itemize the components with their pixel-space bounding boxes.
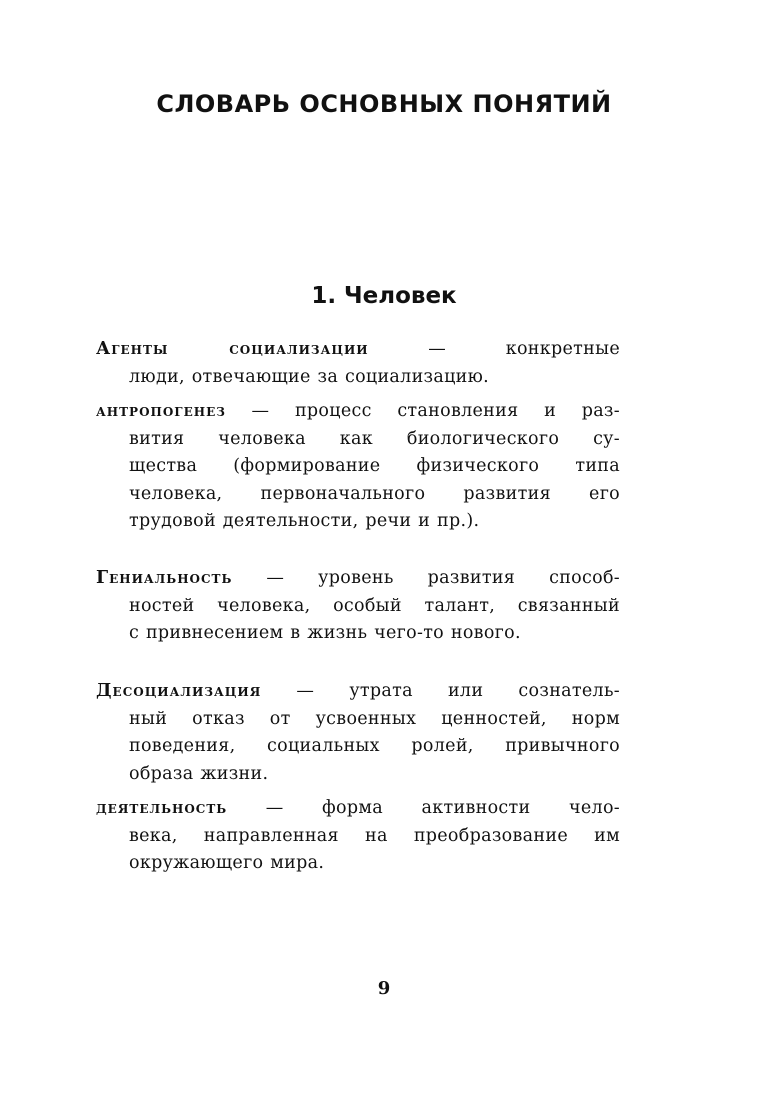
entry-first-line xyxy=(96,795,620,823)
entry-definition-start: — утрата или сознатель- xyxy=(261,681,620,701)
entry-line: щества (формирование физического типа xyxy=(129,456,620,476)
glossary-entry-desocialization xyxy=(96,678,620,788)
entry-term: Гениальность xyxy=(96,568,233,588)
entry-line: люди, отвечающие за социализацию. xyxy=(129,366,490,387)
entry-line: ный отказ от усвоенных ценностей, норм xyxy=(129,708,620,729)
glossary-entry-agents xyxy=(96,336,620,391)
entry-line: трудовой деятельности, речи и пр.). xyxy=(129,511,480,531)
entry-line: с привнесением в жизнь чего-то нового. xyxy=(129,623,521,643)
entry-first-line xyxy=(96,678,620,706)
section-title: 1. Человек xyxy=(311,283,457,309)
entry-line: человека, первоначального развития его xyxy=(129,483,620,504)
entry-line: века, направленная на преобразование им xyxy=(129,825,620,846)
entry-line: ностей человека, особый талант, связанный xyxy=(129,595,620,616)
page-title: СЛОВАРЬ ОСНОВНЫХ ПОНЯТИЙ xyxy=(156,90,612,118)
entry-term: антропогенез xyxy=(96,401,226,421)
entry-term: Десоциализация xyxy=(96,681,262,701)
entry-line: окружающего мира. xyxy=(129,853,325,873)
page-number: 9 xyxy=(377,978,391,999)
entry-term: Агенты социализации xyxy=(96,339,369,359)
entry-first-line xyxy=(96,398,620,426)
glossary-entry-anthropogenesis xyxy=(96,398,620,536)
entry-first-line xyxy=(96,336,620,364)
entry-definition-start: — форма активности чело- xyxy=(227,798,620,818)
entry-term: деятельность xyxy=(96,798,228,818)
entry-line: поведения, социальных ролей, привычного xyxy=(129,736,620,756)
entry-first-line xyxy=(96,565,620,593)
entry-line: образа жизни. xyxy=(129,763,269,784)
entry-definition-start: — конкретные xyxy=(368,339,620,359)
glossary-entry-activity xyxy=(96,795,620,878)
entry-definition-start: — процесс становления и раз- xyxy=(225,401,620,421)
entry-line: вития человека как биологического су- xyxy=(129,428,620,449)
glossary-entry-genius xyxy=(96,565,620,648)
entry-definition-start: — уровень развития способ- xyxy=(232,568,620,588)
